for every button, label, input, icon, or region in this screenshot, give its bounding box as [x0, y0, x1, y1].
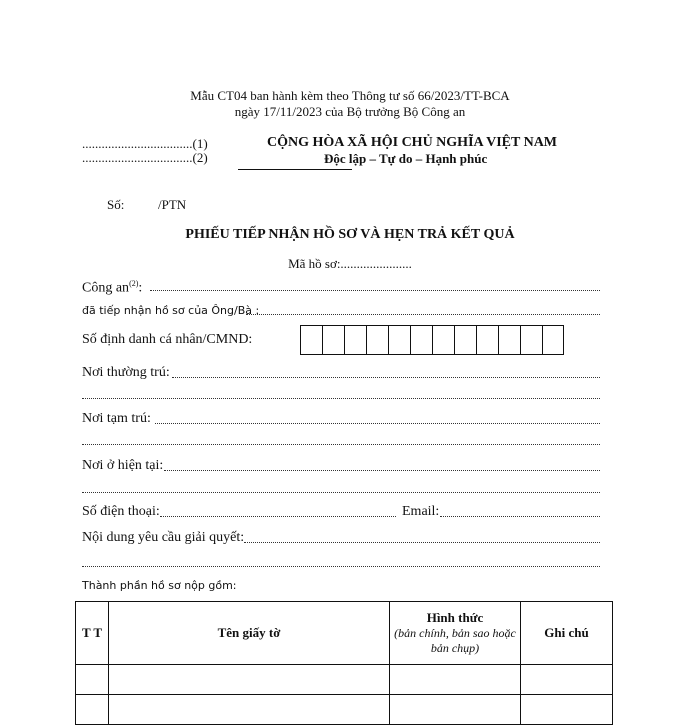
col-hinh-thuc-title: Hình thức	[426, 610, 484, 625]
noi-dung-field-2[interactable]	[82, 566, 600, 567]
so-label: Số:	[107, 197, 125, 212]
col-hinh-thuc-header	[390, 602, 521, 665]
id-digit-box[interactable]	[344, 325, 366, 355]
cong-an-colon: :	[138, 280, 143, 296]
noi-tam-tru-field-2[interactable]	[82, 444, 600, 445]
cong-an-field[interactable]	[150, 290, 600, 291]
agency-line1: ..................................(1)	[82, 136, 208, 151]
noi-o-hien-tai-field[interactable]	[164, 470, 600, 471]
agency-line2: ..................................(2)	[82, 150, 208, 165]
email-label: Email:	[402, 504, 440, 519]
id-digit-box[interactable]	[542, 325, 564, 355]
cong-an-label	[82, 279, 142, 297]
motto-underline	[238, 169, 352, 170]
id-number-boxes[interactable]	[300, 325, 564, 355]
noi-o-hien-tai-field-2[interactable]	[82, 492, 600, 493]
table-cell[interactable]	[521, 695, 613, 725]
ong-ba-field[interactable]	[246, 314, 600, 315]
form-reference-line1: Mẫu CT04 ban hành kèm theo Thông tư số 66/2023/TT-BCA	[190, 88, 510, 103]
table-cell[interactable]	[390, 695, 521, 725]
noi-tam-tru-field[interactable]	[155, 423, 600, 424]
table-cell[interactable]	[390, 665, 521, 695]
noi-thuong-tru-field[interactable]	[172, 377, 600, 378]
col-ghi-chu-header: Ghi chú	[521, 602, 613, 665]
table-cell[interactable]	[76, 665, 109, 695]
cong-an-sup: (2)	[129, 279, 139, 288]
table-cell[interactable]	[521, 665, 613, 695]
id-digit-box[interactable]	[476, 325, 498, 355]
id-digit-box[interactable]	[322, 325, 344, 355]
noi-thuong-tru-field-2[interactable]	[82, 398, 600, 399]
noi-thuong-tru-label: Nơi thường trú:	[82, 365, 170, 380]
table-cell[interactable]	[109, 695, 390, 725]
nation-title: CỘNG HÒA XÃ HỘI CHỦ NGHĨA VIỆT NAM	[267, 135, 558, 150]
so-dinh-danh-label: Số định danh cá nhân/CMND:	[82, 332, 253, 347]
noi-dung-field[interactable]	[244, 542, 600, 543]
id-digit-box[interactable]	[388, 325, 410, 355]
table-cell[interactable]	[76, 695, 109, 725]
table-row[interactable]	[76, 695, 613, 725]
table-row[interactable]	[76, 665, 613, 695]
noi-o-hien-tai-label: Nơi ở hiện tại:	[82, 458, 164, 473]
noi-dung-label: Nội dung yêu cầu giải quyết:	[82, 530, 245, 545]
noi-tam-tru-label: Nơi tạm trú:	[82, 411, 151, 426]
col-tt-header: T T	[76, 602, 109, 665]
document-title: PHIẾU TIẾP NHẬN HỒ SƠ VÀ HẸN TRẢ KẾT QUẢ	[185, 227, 515, 242]
da-tiep-nhan-label: đã tiếp nhận hồ sơ của Ông/Bà :	[82, 304, 260, 317]
id-digit-box[interactable]	[454, 325, 476, 355]
cong-an-text: Công an	[82, 280, 130, 296]
id-digit-box[interactable]	[432, 325, 454, 355]
table-cell[interactable]	[109, 665, 390, 695]
table-header-row	[76, 602, 613, 665]
form-reference-line2: ngày 17/11/2023 của Bộ trưởng Bộ Công an	[234, 104, 466, 119]
id-digit-box[interactable]	[520, 325, 542, 355]
ma-ho-so: Mã hồ sơ:......................	[288, 256, 412, 271]
thanh-phan-label: Thành phần hồ sơ nộp gồm:	[82, 579, 237, 592]
so-suffix: /PTN	[158, 197, 187, 212]
id-digit-box[interactable]	[498, 325, 520, 355]
email-field[interactable]	[440, 516, 600, 517]
col-hinh-thuc-subtitle: (bản chính, bản sao hoặc bản chụp)	[394, 626, 516, 655]
id-digit-box[interactable]	[410, 325, 432, 355]
motto: Độc lập – Tự do – Hạnh phúc	[324, 151, 488, 166]
id-digit-box[interactable]	[366, 325, 388, 355]
so-dien-thoai-label: Số điện thoại:	[82, 504, 160, 519]
documents-table	[75, 601, 613, 725]
col-ten-header: Tên giấy tờ	[109, 602, 390, 665]
id-digit-box[interactable]	[300, 325, 322, 355]
so-dien-thoai-field[interactable]	[160, 516, 396, 517]
